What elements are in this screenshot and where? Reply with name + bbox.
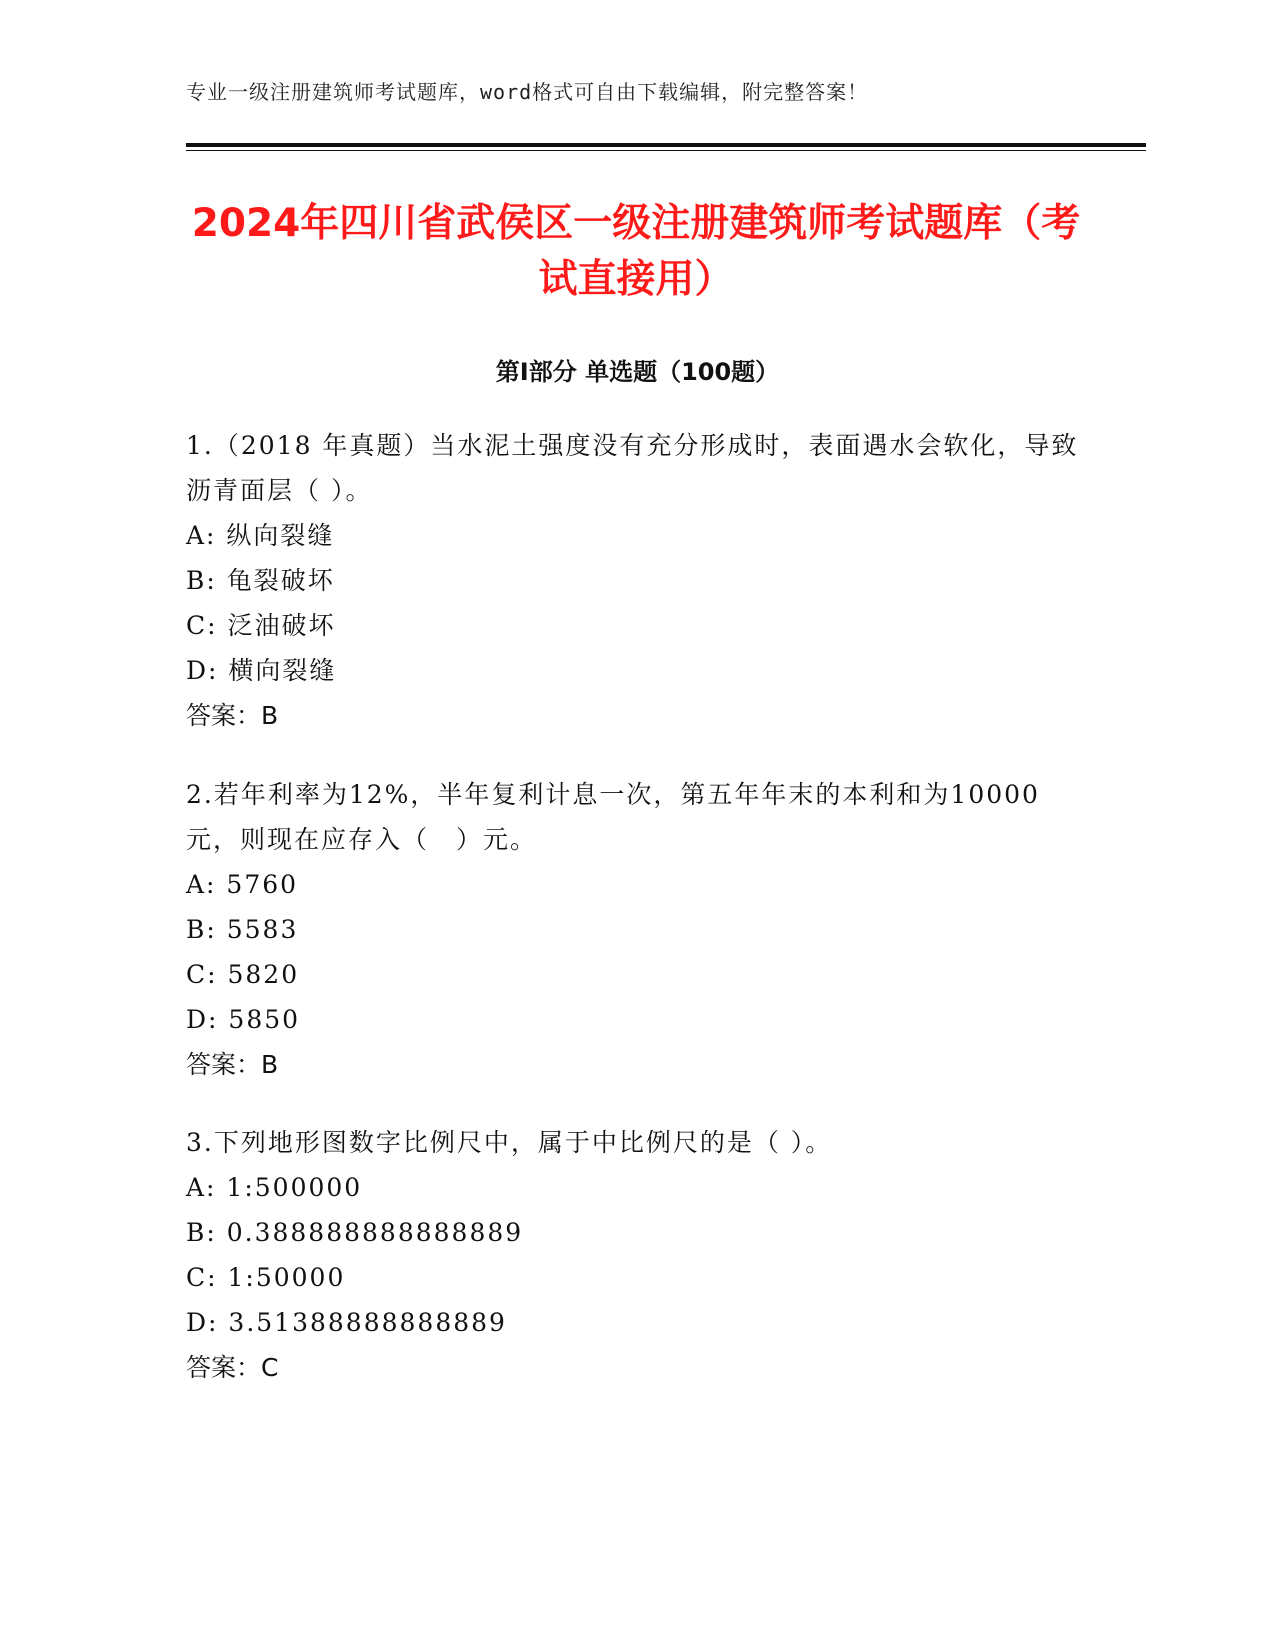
option-c: C: 5820 bbox=[186, 960, 300, 989]
header-rule-thick bbox=[186, 143, 1146, 147]
option-b: B: 0.388888888888889 bbox=[186, 1218, 524, 1247]
question-stem: 2.若年利率为12%，半年复利计息一次，第五年年末的本利和为10000元，则现在应存入（ ）元。 bbox=[186, 780, 1040, 854]
section-heading: 第Ⅰ部分 单选题（100题） bbox=[495, 358, 780, 386]
answer: 答案：C bbox=[186, 1353, 279, 1382]
header-note: 专业一级注册建筑师考试题库，word格式可自由下载编辑，附完整答案！ bbox=[186, 80, 869, 104]
option-c: C: 1:50000 bbox=[186, 1263, 346, 1292]
answer: 答案：B bbox=[186, 1050, 279, 1079]
question-2 bbox=[186, 772, 1086, 1087]
option-b: B: 龟裂破坏 bbox=[186, 566, 335, 595]
option-a: A: 5760 bbox=[186, 870, 299, 899]
option-d: D: 5850 bbox=[186, 1005, 301, 1034]
question-stem: 1.（2018 年真题）当水泥土强度没有充分形成时，表面遇水会软化，导致沥青面层（ ）。 bbox=[186, 431, 1079, 505]
question-1 bbox=[186, 423, 1086, 738]
question-stem: 3.下列地形图数字比例尺中，属于中比例尺的是（ ）。 bbox=[186, 1128, 833, 1157]
option-a: A: 1:500000 bbox=[186, 1173, 363, 1202]
answer: 答案：B bbox=[186, 701, 279, 730]
header-rule-thin bbox=[186, 150, 1146, 151]
question-3 bbox=[186, 1120, 1086, 1390]
option-d: D: 3.51388888888889 bbox=[186, 1308, 507, 1337]
option-a: A: 纵向裂缝 bbox=[186, 521, 335, 550]
document-title: 2024年四川省武侯区一级注册建筑师考试题库（考试直接用） bbox=[191, 201, 1081, 302]
option-b: B: 5583 bbox=[186, 915, 299, 944]
option-d: D: 横向裂缝 bbox=[186, 656, 337, 685]
option-c: C: 泛油破坏 bbox=[186, 611, 336, 640]
